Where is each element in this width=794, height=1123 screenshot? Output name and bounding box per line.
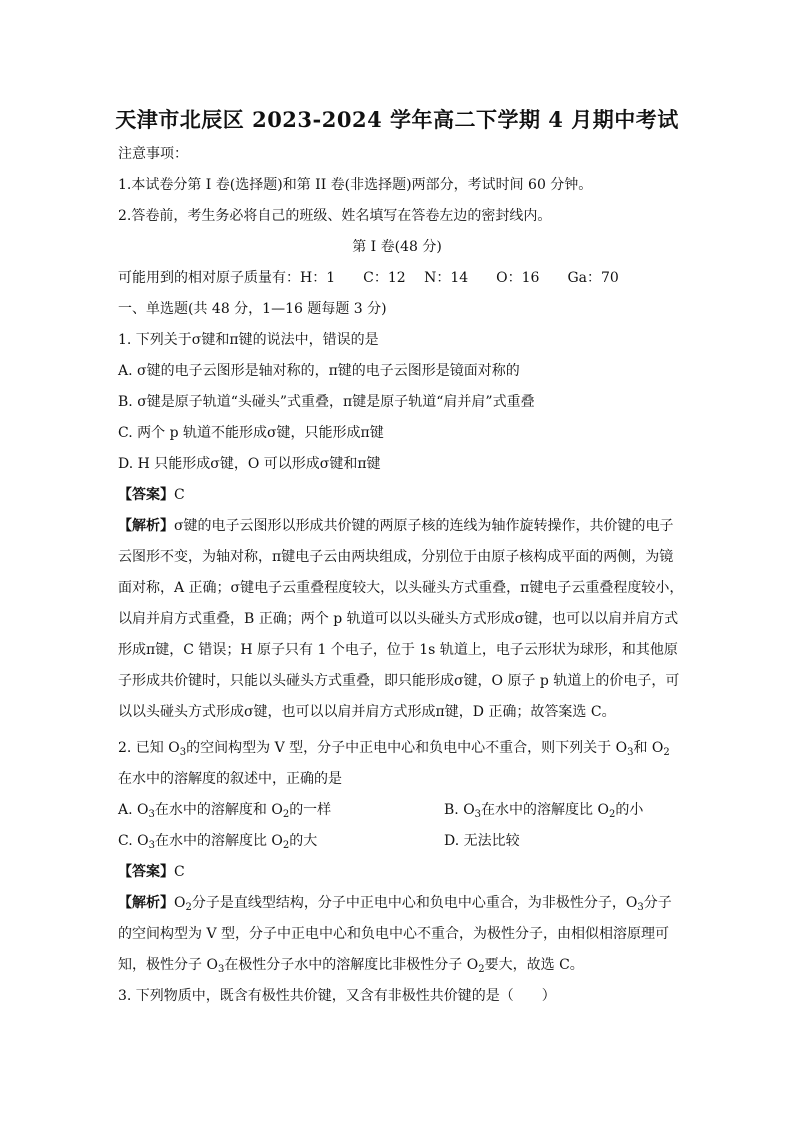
- subscript: 2: [185, 902, 192, 913]
- text: A. O: [118, 802, 149, 818]
- q2-option-d: D. 无法比较: [444, 833, 520, 849]
- subscript: 3: [627, 747, 634, 758]
- q2-analysis-line-2: 的空间构型为 V 型，分子中正电中心和负电中心不重合，为极性分子，由相似相溶原理可: [118, 926, 670, 942]
- q3-stem: 3. 下列物质中，既含有极性共价键，又含有非极性共价键的是（ ）: [118, 988, 556, 1004]
- atomic-masses: 可能用到的相对原子质量有：H：1 C：12 N：14 O：16 Ga：70: [118, 270, 619, 286]
- q2-answer: [118, 862, 686, 882]
- subscript: 3: [148, 840, 155, 851]
- q1-analysis-line-5: 形成π键，C 错误；H 原子只有 1 个电子，位于 1s 轨道上，电子云形状为球形，和其他原: [118, 642, 678, 658]
- notes-heading: 注意事项：: [118, 146, 188, 162]
- q2-analysis-line-3: [118, 955, 686, 975]
- q2-option-b: [444, 800, 694, 820]
- q1-option-a: A. σ键的电子云图形是轴对称的，π键的电子云图形是镜面对称的: [118, 363, 520, 379]
- q1-option-c: C. 两个 p 轨道不能形成σ键，只能形成π键: [118, 425, 384, 441]
- text: 知，极性分子 O: [118, 957, 218, 973]
- q1-analysis-line-7: 以以头碰头方式形成σ键，也可以以肩并肩方式形成π键，D 正确；故答案选 C。: [118, 704, 616, 720]
- analysis-text: σ键的电子云图形以形成共价键的两原子核的连线为轴作旋转操作，共价键的电子: [174, 518, 674, 534]
- text: 的大: [289, 833, 318, 849]
- q2-option-c: [118, 831, 418, 851]
- q2-analysis-line-1: [118, 893, 686, 913]
- subscript: 3: [637, 902, 644, 913]
- answer-label: 【答案】: [118, 864, 174, 880]
- subscript: 2: [282, 840, 290, 851]
- q1-answer: [118, 485, 686, 505]
- section-title: 第 I 卷(48 分): [352, 239, 442, 255]
- subscript: 2: [663, 747, 670, 758]
- subscript: 3: [179, 747, 187, 758]
- q1-option-b: B. σ键是原子轨道“头碰头”式重叠，π键是原子轨道“肩并肩”式重叠: [118, 394, 535, 410]
- text: 分子: [643, 895, 672, 911]
- answer-value: C: [174, 487, 185, 503]
- text: 要大，故选 C。: [484, 957, 584, 973]
- text: 和 O: [633, 740, 664, 756]
- subscript: 2: [282, 809, 290, 820]
- text: 在极性分子水中的溶解度比非极性分子 O: [224, 957, 479, 973]
- q1-analysis-line-3: 面对称，A 正确；σ键电子云重叠程度较大，以头碰头方式重叠，π键电子云重叠程度较小，: [118, 580, 684, 596]
- text: 在水中的溶解度和 O: [154, 802, 283, 818]
- text: 2. 已知 O: [118, 740, 180, 756]
- text: C. O: [118, 833, 149, 849]
- q2-option-a: [118, 800, 418, 820]
- q2-stem-line-1: [118, 738, 686, 758]
- q1-analysis-line-4: 以肩并肩方式重叠，B 正确；两个 p 轨道可以以头碰头方式形成σ键，也可以以肩并肩方式: [118, 611, 679, 627]
- note-1: 1.本试卷分第 I 卷(选择题)和第 II 卷(非选择题)两部分，考试时间 60 分钟。: [118, 177, 593, 193]
- note-2: 2.答卷前，考生务必将自己的班级、姓名填写在答卷左边的密封线内。: [118, 208, 552, 224]
- q1-stem: 1. 下列关于σ键和π键的说法中，错误的是: [118, 332, 379, 348]
- subscript: 2: [608, 809, 616, 820]
- text: 在水中的溶解度比 O: [154, 833, 283, 849]
- q1-analysis-line-6: 子形成共价键时，只能以头碰头方式重叠，即只能形成σ键，O 原子 p 轨道上的价电子，可: [118, 673, 680, 689]
- analysis-label: 【解析】: [118, 895, 174, 911]
- q1-analysis-line-2: 云图形不变，为轴对称，π键电子云由两块组成，分别位于由原子核构成平面的两侧，为镜: [118, 549, 674, 565]
- text: 的空间构型为 V 型，分子中正电中心和负电中心不重合，则下列关于 O: [186, 740, 628, 756]
- text: 分子是直线型结构，分子中正电中心和负电中心重合，为非极性分子，O: [191, 895, 638, 911]
- analysis-label: 【解析】: [118, 518, 174, 534]
- text: 的一样: [289, 802, 332, 818]
- text: 的小: [615, 802, 644, 818]
- answer-label: 【答案】: [118, 487, 174, 503]
- subscript: 3: [217, 964, 225, 975]
- subscript: 3: [148, 809, 155, 820]
- answer-value: C: [174, 864, 185, 880]
- text: O: [174, 895, 186, 911]
- q2-stem-line-2: 在水中的溶解度的叙述中，正确的是: [118, 771, 342, 787]
- q1-analysis-line-1: [118, 516, 686, 536]
- subscript: 2: [478, 964, 485, 975]
- text: 在水中的溶解度比 O: [481, 802, 609, 818]
- page-title: 天津市北辰区 2023-2024 学年高二下学期 4 月期中考试: [115, 107, 679, 132]
- text: B. O: [444, 802, 475, 818]
- subscript: 3: [474, 809, 482, 820]
- q1-option-d: D. H 只能形成σ键，O 可以形成σ键和π键: [118, 456, 381, 472]
- part1-heading: 一、单选题(共 48 分，1—16 题每题 3 分): [118, 301, 387, 317]
